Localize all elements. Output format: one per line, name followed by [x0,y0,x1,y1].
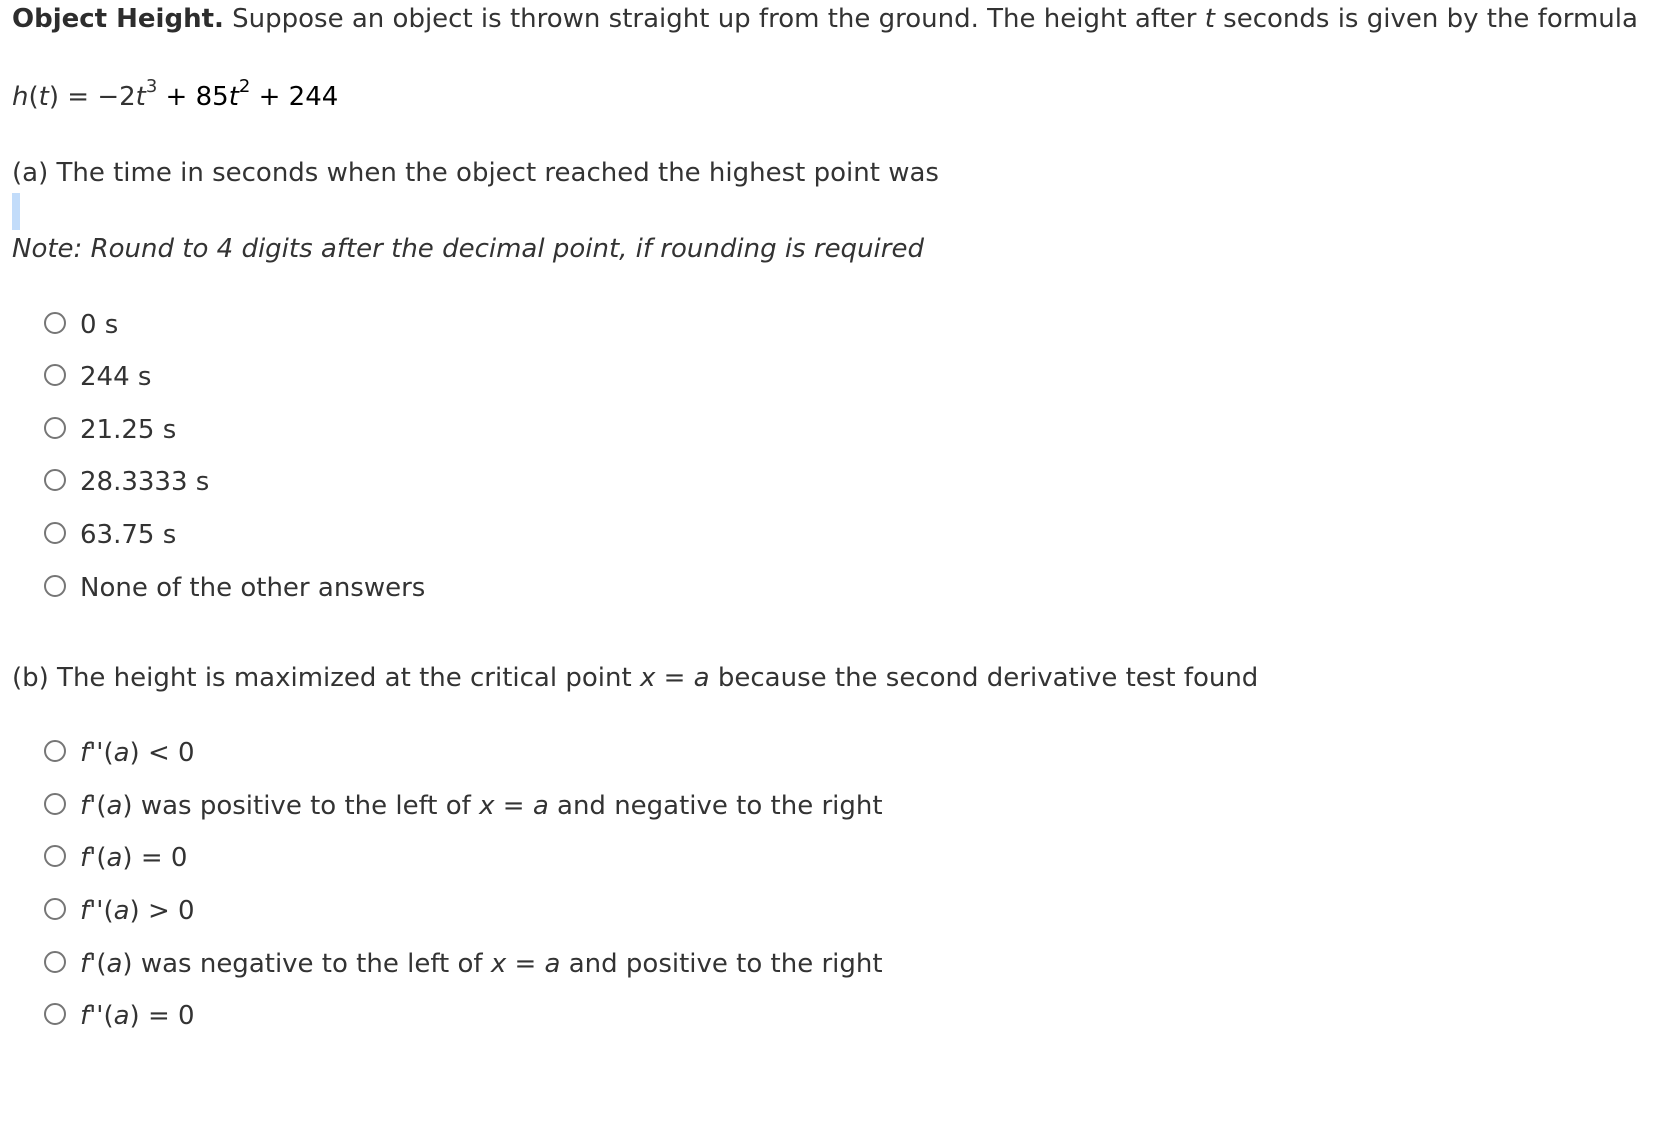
part-a-radio-4[interactable] [44,522,66,544]
part-a-option-5[interactable]: None of the other answers [80,573,426,603]
part-b-option-2[interactable]: f'(a) = 0 [80,843,188,873]
part-b-radio-5[interactable] [44,1003,66,1025]
option-text: = 0 [132,843,188,873]
formula-exp2: 2 [238,76,251,97]
part-b-radio-4[interactable] [44,951,66,973]
option-eq: = [494,791,533,821]
option-text-end: and positive to the right [560,949,883,979]
option-text: was positive to the left of [132,791,480,821]
problem-statement [12,6,1638,32]
option-a: a [532,791,549,821]
part-a-radio-3[interactable] [44,469,66,491]
part-b-prompt-end: because the second derivative test found [709,663,1259,693]
part-b-radio-0[interactable] [44,740,66,762]
derivative-symbol: f' [80,949,97,979]
part-b-option-5[interactable]: f''(a) = 0 [80,1001,195,1031]
formula-coef2: + 85 [157,82,229,112]
problem-text: Suppose an object is thrown straight up from the ground. The height after [223,4,1205,34]
part-b-radio-2[interactable] [44,845,66,867]
formula-coef1: −2 [97,82,136,112]
option-text: < 0 [139,738,195,768]
option-x: x [479,791,495,821]
derivative-arg: a [106,949,123,979]
part-a-option-1[interactable]: 244 s [80,362,152,392]
part-a-option-2[interactable]: 21.25 s [80,415,177,445]
part-a-option-4[interactable]: 63.75 s [80,520,177,550]
part-a-radio-1[interactable] [44,364,66,386]
option-a: a [544,949,561,979]
formula-function: h [12,82,29,112]
part-b-prompt-a: a [693,663,710,693]
part-b-option-3[interactable]: f''(a) > 0 [80,896,195,926]
derivative-symbol: f'' [80,738,104,768]
option-x: x [490,949,507,979]
problem-text-var: t [1204,4,1215,34]
formula-var: t [38,82,49,112]
option-text-end: and negative to the right [548,791,883,821]
problem-text-end: seconds is given by the formula [1214,4,1638,34]
derivative-symbol: f' [80,791,97,821]
part-b-prompt-eq: = [655,663,694,693]
formula-exp1: 3 [145,76,158,97]
derivative-symbol: f'' [80,1001,104,1031]
part-a-radio-5[interactable] [44,575,66,597]
option-text: was negative to the left of [132,949,491,979]
option-eq: = [506,949,545,979]
part-b-prompt [12,665,1258,691]
rounding-note: Note: Round to 4 digits after the decimal point, if rounding is required [12,234,924,264]
answer-blank-cursor[interactable] [12,193,20,230]
part-b-option-4[interactable]: f'(a) was negative to the left of x = a and positive to the right [80,949,883,979]
derivative-symbol: f' [80,843,97,873]
part-b-radio-3[interactable] [44,898,66,920]
part-a-option-0[interactable]: 0 s [80,310,119,340]
derivative-arg: a [113,738,130,768]
part-a-radio-0[interactable] [44,312,66,334]
derivative-arg: a [106,843,123,873]
part-b-radio-1[interactable] [44,793,66,815]
derivative-symbol: f'' [80,896,104,926]
derivative-arg: a [113,1001,130,1031]
derivative-arg: a [106,791,123,821]
part-b-option-0[interactable]: f''(a) < 0 [80,738,195,768]
part-b-prompt-x: x [639,663,656,693]
derivative-arg: a [113,896,130,926]
part-a-option-3[interactable]: 28.3333 s [80,467,210,497]
option-text: = 0 [139,1001,195,1031]
part-a-radio-2[interactable] [44,417,66,439]
formula-const: + 244 [250,82,339,112]
height-formula: $h(t) = -2t^3 + 85t^2 + 244$ [12,76,339,112]
part-b-option-1[interactable]: f'(a) was positive to the left of x = a and negative to the right [80,791,883,821]
part-b-prompt-start: (b) The height is maximized at the critical point [12,663,640,693]
option-text: > 0 [139,896,195,926]
problem-title: Object Height. [12,4,224,34]
part-a-prompt: (a) The time in seconds when the object reached the highest point was [12,158,939,188]
